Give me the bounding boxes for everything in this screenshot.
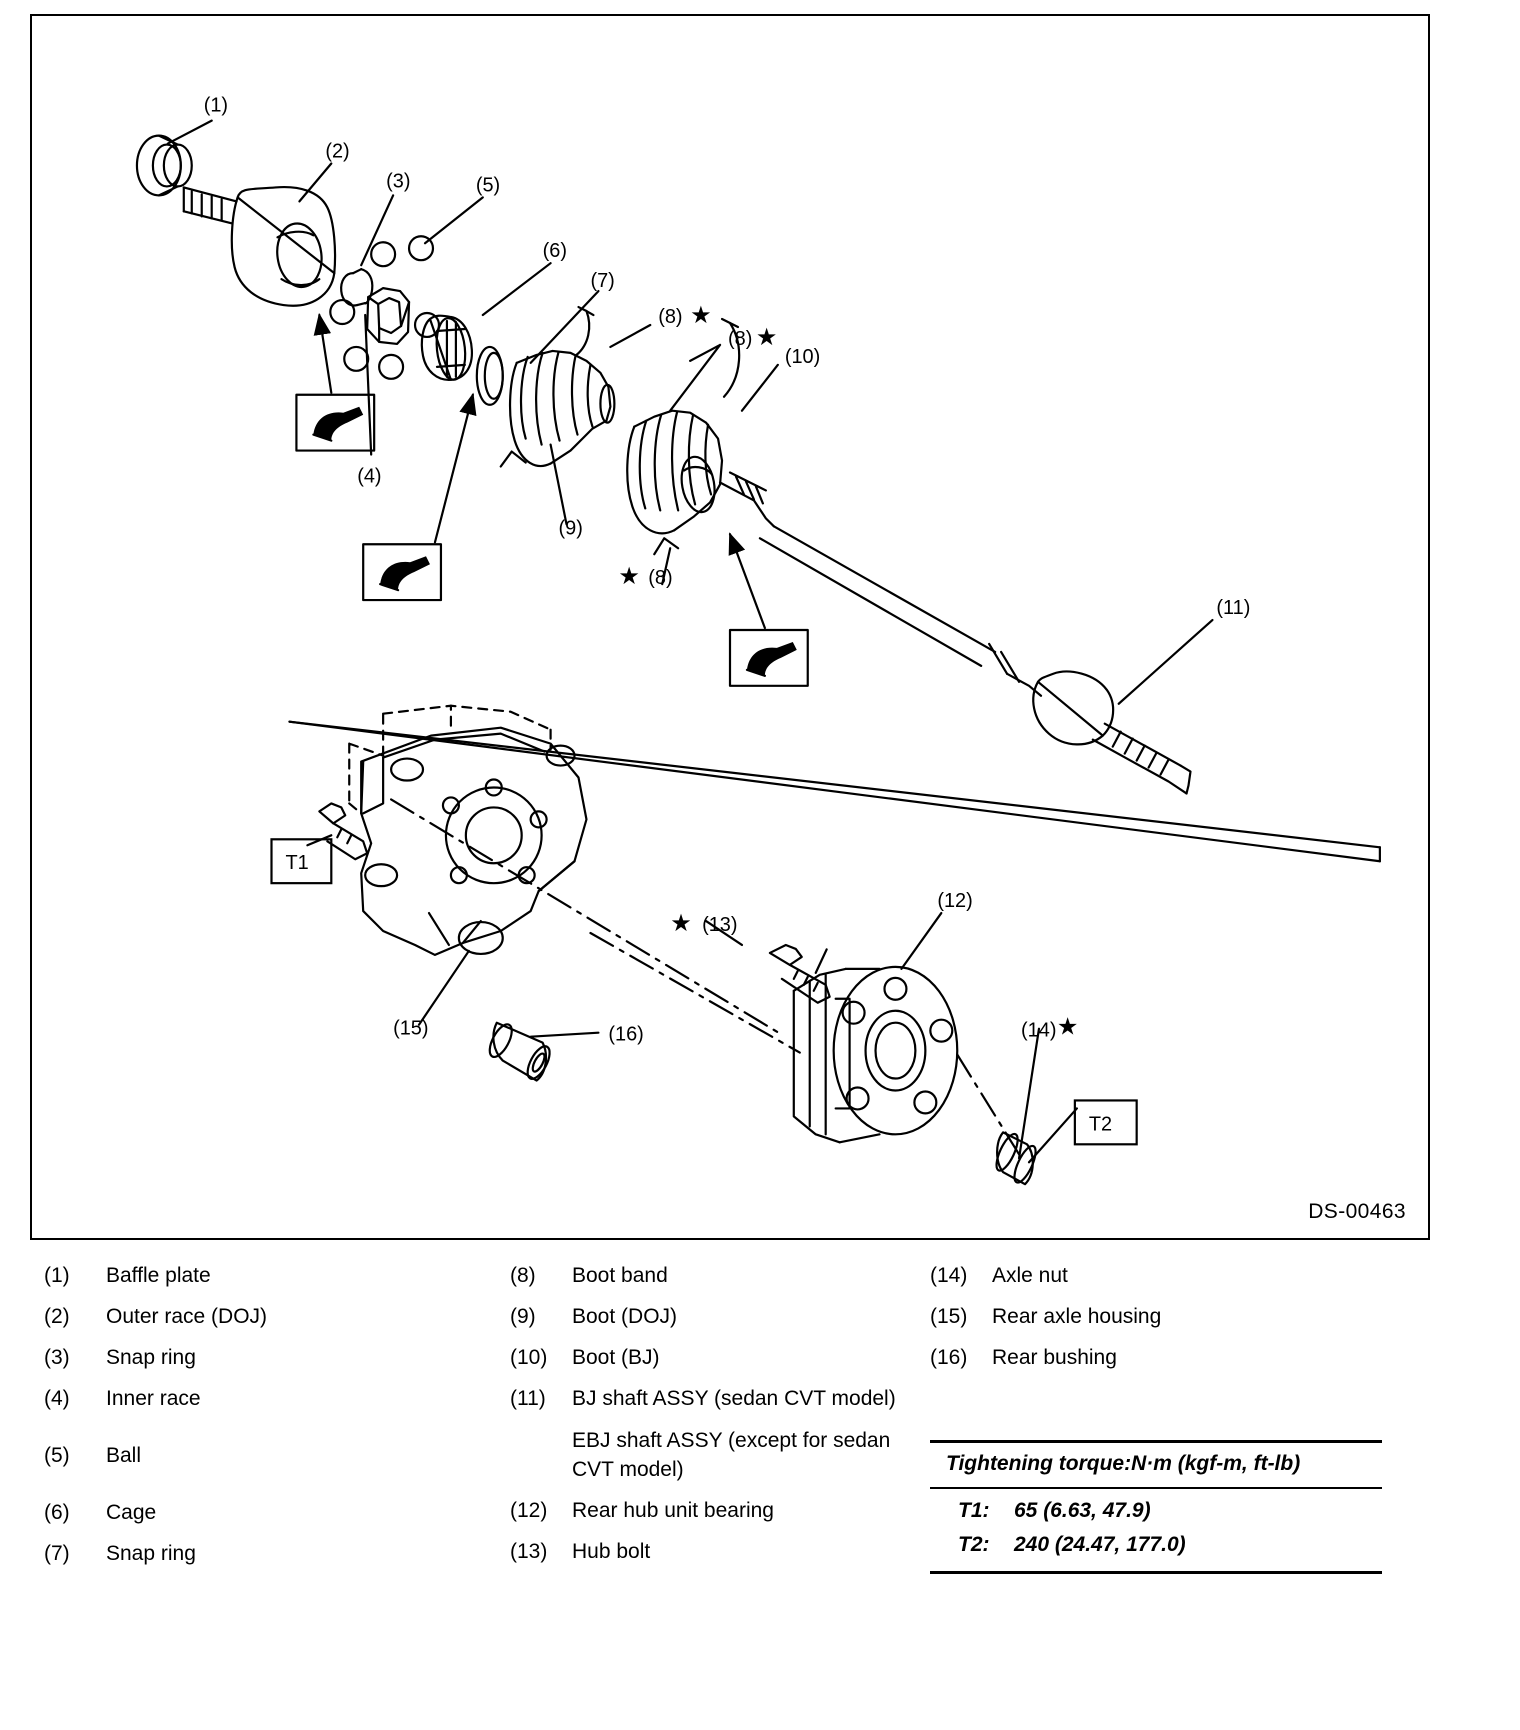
- torque-key: T1:: [958, 1499, 990, 1522]
- legend-label: Hub bolt: [572, 1539, 651, 1563]
- legend-item: [44, 1540, 474, 1569]
- torque-key: T2:: [958, 1533, 990, 1556]
- legend-label: Rear bushing: [992, 1345, 1117, 1369]
- legend-item: [510, 1427, 930, 1485]
- torque-title: Tightening torque:N·m (kgf-m, ft-lb): [946, 1452, 1301, 1475]
- legend-label: EBJ shaft ASSY (except for sedan CVT model): [572, 1428, 891, 1481]
- legend-number: (14): [930, 1264, 968, 1287]
- part-cage: [422, 316, 472, 381]
- part-t1-bolt: [319, 803, 367, 859]
- callout-10: (10): [784, 345, 821, 368]
- callout-3: (3): [386, 170, 411, 193]
- callout-16: (16): [608, 1023, 644, 1046]
- legend-item: [930, 1344, 1390, 1373]
- legend-number: (2): [44, 1304, 70, 1328]
- part-boot-doj: [501, 307, 615, 466]
- legend-number: (12): [510, 1498, 548, 1522]
- legend-label: Axle nut: [992, 1264, 1068, 1287]
- legend-item: [510, 1538, 930, 1567]
- legend-column-3: [930, 1262, 1390, 1385]
- legend-item: [44, 1303, 474, 1332]
- torque-tag-t2-label: T2: [1088, 1113, 1113, 1136]
- legend-item: [44, 1344, 474, 1373]
- callout-4: (4): [357, 465, 382, 488]
- legend-number: (6): [44, 1500, 70, 1524]
- callout-11: (11): [1216, 597, 1251, 620]
- callout-7: (7): [590, 270, 615, 293]
- star-mark-icon: ★: [670, 910, 692, 938]
- legend-number: (4): [44, 1386, 70, 1410]
- legend-item: [44, 1499, 474, 1528]
- torque-value: 65 (6.63, 47.9): [1014, 1499, 1151, 1522]
- figure-code: DS-00463: [1308, 1200, 1406, 1223]
- legend-item: [930, 1303, 1390, 1332]
- legend-label: Cage: [106, 1500, 157, 1524]
- star-mark-icon: ★: [1056, 1013, 1079, 1041]
- part-rear-axle-housing: [361, 728, 586, 955]
- legend-item: [510, 1385, 930, 1415]
- legend-item: [510, 1303, 930, 1332]
- legend-label: Ball: [106, 1443, 142, 1467]
- torque-row-t2: [930, 1523, 1382, 1557]
- torque-row-t1: [930, 1489, 1382, 1523]
- callout-6: (6): [542, 240, 567, 263]
- part-snap-ring-7: [477, 347, 503, 405]
- legend-number: (15): [930, 1304, 968, 1328]
- legend: [30, 1262, 1430, 1692]
- callout-13: (13): [702, 914, 738, 937]
- legend-item: [930, 1262, 1390, 1291]
- torque-tag-t1-label: T1: [285, 852, 309, 875]
- torque-rule-bottom: [930, 1571, 1382, 1574]
- tightening-torque-block: [930, 1440, 1382, 1574]
- legend-number: (13): [510, 1539, 548, 1563]
- legend-number: (5): [44, 1443, 70, 1467]
- legend-number: (1): [44, 1264, 70, 1287]
- legend-number: (9): [510, 1304, 536, 1328]
- callout-8c: (8): [648, 567, 673, 590]
- legend-label: Rear axle housing: [992, 1304, 1162, 1328]
- legend-number: (11): [510, 1386, 546, 1410]
- callout-1: (1): [203, 94, 229, 117]
- star-mark-icon: ★: [755, 323, 778, 351]
- grease-symbol-1: [296, 395, 374, 451]
- legend-label: BJ shaft ASSY (sedan CVT model): [572, 1386, 896, 1410]
- part-rear-hub-unit-bearing: [794, 967, 957, 1142]
- legend-label: Boot (DOJ): [572, 1304, 678, 1328]
- legend-label: Snap ring: [106, 1345, 196, 1369]
- legend-item: [44, 1442, 474, 1471]
- torque-value: 240 (24.47, 177.0): [1014, 1533, 1186, 1556]
- exploded-diagram: [32, 16, 1428, 1238]
- legend-label: Boot (BJ): [572, 1345, 660, 1369]
- legend-label: Rear hub unit bearing: [572, 1498, 774, 1522]
- callout-15: (15): [393, 1017, 429, 1040]
- callout-8b: (8): [728, 327, 753, 350]
- grease-symbol-2: [363, 544, 441, 600]
- legend-item: [510, 1262, 930, 1291]
- callout-8a: (8): [658, 305, 683, 328]
- star-mark-icon: ★: [690, 301, 712, 329]
- legend-label: Boot band: [572, 1264, 668, 1287]
- star-mark-icon: ★: [618, 563, 640, 591]
- part-inner-race: [367, 288, 409, 344]
- legend-label: Baffle plate: [106, 1264, 211, 1287]
- callout-9: (9): [558, 517, 583, 540]
- part-rear-bushing: [485, 1021, 554, 1082]
- part-outer-race-doj: [184, 187, 335, 306]
- legend-item: [510, 1344, 930, 1373]
- figure-panel: [30, 14, 1430, 1240]
- legend-item: [44, 1385, 474, 1414]
- legend-number: (7): [44, 1541, 70, 1565]
- legend-number: (16): [930, 1345, 968, 1369]
- legend-number: (3): [44, 1345, 70, 1369]
- callout-14: (14): [1021, 1019, 1057, 1042]
- legend-item: [510, 1497, 930, 1526]
- legend-label: Inner race: [106, 1386, 201, 1410]
- legend-number: (8): [510, 1264, 536, 1287]
- part-boot-bj: [627, 319, 739, 554]
- callout-12: (12): [937, 890, 973, 913]
- legend-item: [44, 1262, 474, 1291]
- legend-number: (10): [510, 1345, 548, 1369]
- legend-label: Snap ring: [106, 1541, 196, 1565]
- grease-symbol-3: [730, 630, 808, 686]
- legend-column-1: [44, 1262, 474, 1581]
- callout-5: (5): [475, 174, 501, 197]
- legend-column-2: [510, 1262, 930, 1579]
- part-bj-shaft-assy: [720, 473, 1190, 794]
- legend-label: Outer race (DOJ): [106, 1304, 268, 1328]
- callout-2: (2): [325, 140, 350, 163]
